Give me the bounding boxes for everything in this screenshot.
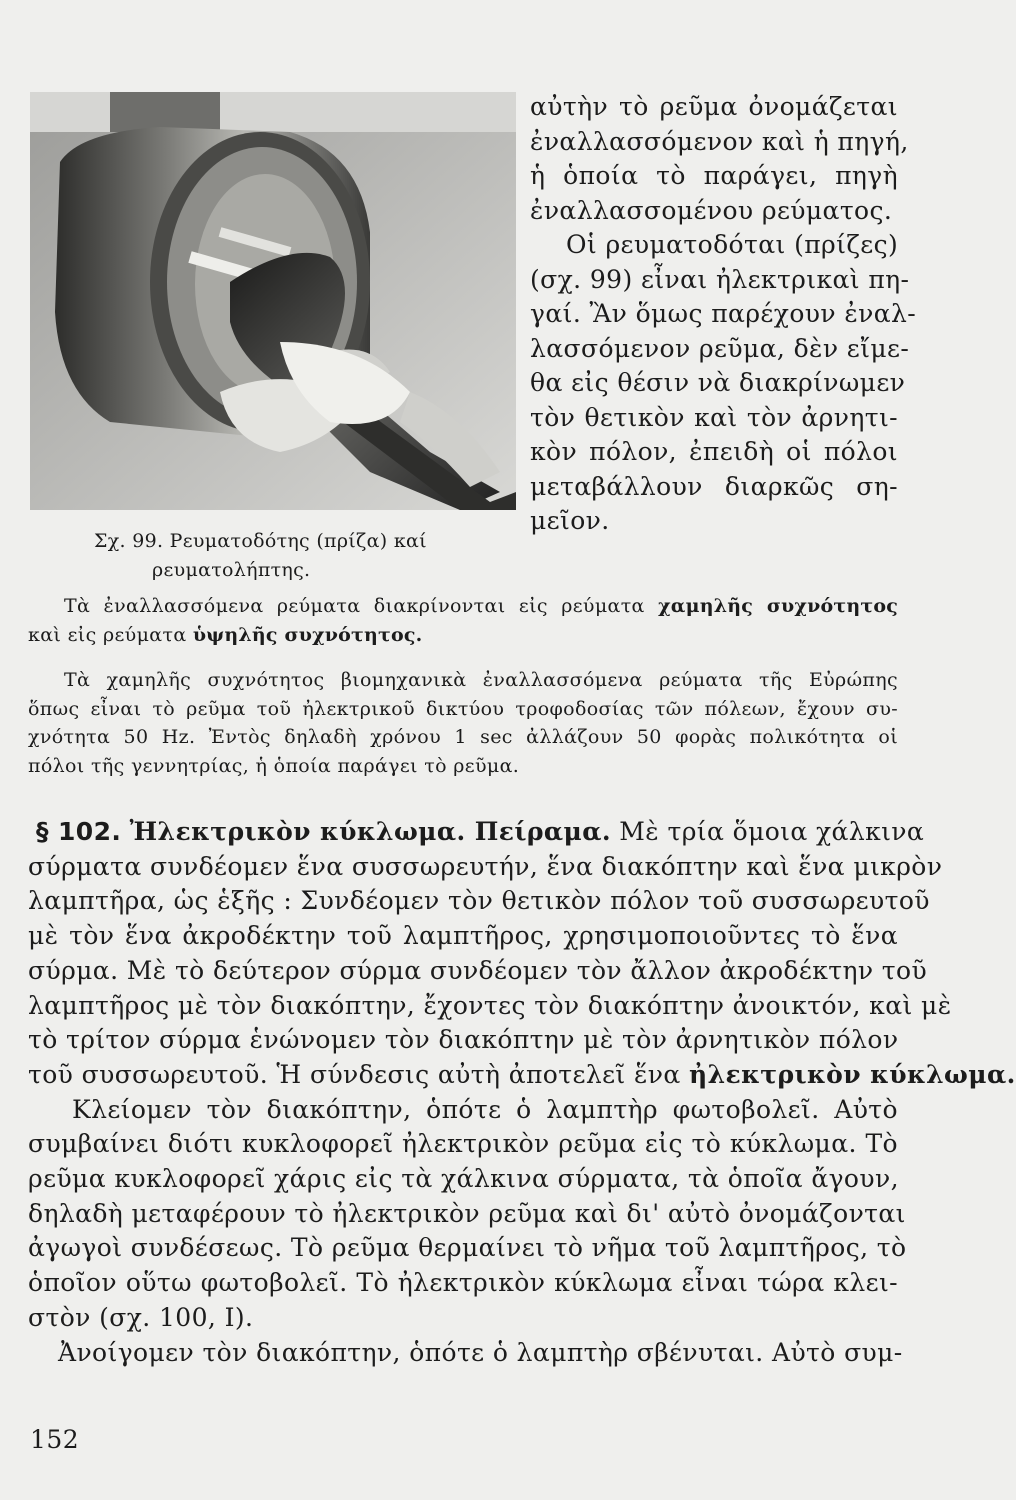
text-line: αὐτὴν τὸ ρεῦμα ὀνομάζεται (530, 92, 898, 121)
text-line: Κλείομεν τὸν διακόπτην, ὁπότε ὁ λαμπτὴρ φωτοβολεῖ. Αὐτὸ (72, 1094, 898, 1124)
text-line: στὸν (σχ. 100, I). (28, 1302, 254, 1332)
text-line: Οἱ ρευματοδόται (πρίζες) (566, 230, 899, 259)
text-line (28, 1058, 1016, 1093)
text-line: λασσόμενον ρεῦμα, δὲν εἴμε- (530, 333, 910, 363)
text-line: λαμπτῆρα, ὡς ἑξῆς : Συνδέομεν τὸν θετικὸν πόλον τοῦ συσσωρευτοῦ (28, 886, 930, 916)
text-line: μὲ τὸν ἕνα ἀκροδέκτην τοῦ λαμπτῆρος, χρησιμοποιοῦντες τὸ ἕνα (28, 921, 898, 951)
socket-plug-photo (30, 92, 516, 510)
text-line: ὁποῖον οὕτω φωτοβολεῖ. Τὸ ἠλεκτρικὸν κύκλωμα εἶναι τώρα κλει- (28, 1268, 898, 1298)
figure-caption (94, 527, 534, 585)
text-line: σύρμα. Μὲ τὸ δεύτερον σύρμα συνδέομεν τὸν ἄλλον ἀκροδέκτην τοῦ (28, 955, 928, 985)
bold-term: ἠλεκτρικὸν κύκλωμα. (689, 1059, 1016, 1089)
text-line: ἀγωγοὶ συνδέσεως. Τὸ ρεῦμα θερμαίνει τὸ νῆμα τοῦ λαμπτῆρος, τὸ (28, 1233, 907, 1263)
text-line (28, 592, 898, 621)
text-line: τὸν θετικὸν καὶ τὸν ἀρνητι- (530, 402, 898, 432)
caption-line: Σχ. 99. Ρευματοδότης (πρίζα) καί (94, 530, 427, 552)
section-102 (28, 815, 1016, 1370)
text-line: χνότητα 50 Hz. Ἐντὸς δηλαδὴ χρόνου 1 sec ἀλλάζουν 50 φορὰς πολικότητα οἱ (28, 726, 898, 748)
text-line: θα εἰς θέσιν νὰ διακρίνωμεν (530, 368, 906, 397)
text-line: μεῖον. (530, 506, 610, 535)
text-line: σύρματα συνδέομεν ἕνα συσσωρευτήν, ἕνα διακόπτην καὶ ἕνα μικρὸν (28, 851, 943, 881)
text-line (28, 621, 898, 650)
text-fragment: Μὲ τρία ὅμοια χάλκινα (619, 817, 925, 846)
section-heading-line (28, 815, 925, 850)
side-column-text (530, 90, 917, 539)
section-number: § 102. (36, 817, 122, 846)
text-line: ρεῦμα κυκλοφορεῖ χάρις εἰς τὰ χάλκινα σύρματα, τὰ ὁποῖα ἄγουν, (28, 1164, 899, 1194)
section-title: Ἠλεκτρικὸν κύκλωμα. Πείραμα. (129, 817, 611, 846)
text-line: ἡ ὁποία τὸ παράγει, πηγὴ (530, 161, 898, 190)
text-line: Τὰ χαμηλῆς συχνότητος βιομηχανικὰ ἐναλλασσόμενα ρεύματα τῆς Εὐρώπης (64, 669, 898, 691)
text-line: Ἀνοίγομεν τὸν διακόπτην, ὁπότε ὁ λαμπτὴρ σβένυται. Αὐτὸ συμ- (58, 1337, 903, 1367)
paragraph-low-frequency (28, 666, 898, 780)
text-line: γαί. Ἂν ὅμως παρέχουν ἐναλ- (530, 299, 917, 328)
caption-line: ρευματολήπτης. (152, 559, 311, 581)
text-line: (σχ. 99) εἶναι ἠλεκτρικαὶ πη- (530, 264, 910, 294)
text-line: λαμπτῆρος μὲ τὸν διακόπτην, ἔχοντες τὸν διακόπτην ἀνοικτόν, καὶ μὲ (28, 990, 952, 1020)
text-fragment: καὶ εἰς ρεύματα (28, 623, 187, 646)
text-line: τὸ τρίτον σύρμα ἑνώνομεν τὸν διακόπτην μὲ τὸν ἀρνητικὸν πόλον (28, 1025, 899, 1055)
text-line: ἐναλλασσόμενον καὶ ἡ πηγή, (530, 126, 909, 156)
text-fragment: Τὰ ἐναλλασσόμενα ρεύματα διακρίνονται εἰς ρεύματα (64, 595, 645, 617)
bold-term: χαμηλῆς συχνότητος (658, 595, 898, 617)
text-line: ἐναλλασσομένου ρεύματος. (530, 195, 893, 225)
text-line: κὸν πόλον, ἐπειδὴ οἱ πόλοι (530, 437, 898, 466)
text-line: δηλαδὴ μεταφέρουν τὸ ἠλεκτρικὸν ρεῦμα καὶ δι' αὐτὸ ὀνομάζονται (28, 1198, 906, 1228)
page-number: 152 (30, 1425, 80, 1454)
text-line: ὅπως εἶναι τὸ ρεῦμα τοῦ ἠλεκτρικοῦ δικτύου τροφοδοσίας τῶν πόλεων, ἔχουν συ- (28, 697, 898, 720)
text-fragment: τοῦ συσσωρευτοῦ. Ἡ σύνδεσις αὐτὴ ἀποτελεῖ ἕνα (28, 1059, 681, 1089)
text-line: συμβαίνει διότι κυκλοφορεῖ ἠλεκτρικὸν ρεῦμα εἰς τὸ κύκλωμα. Τὸ (28, 1129, 898, 1159)
text-line: μεταβάλλουν διαρκῶς ση- (530, 471, 898, 501)
paragraph-ac-frequency (28, 592, 898, 649)
text-line: πόλοι τῆς γεννητρίας, ἡ ὁποία παράγει τὸ ρεῦμα. (28, 754, 520, 777)
bold-term: ὑψηλῆς συχνότητος. (192, 623, 423, 646)
